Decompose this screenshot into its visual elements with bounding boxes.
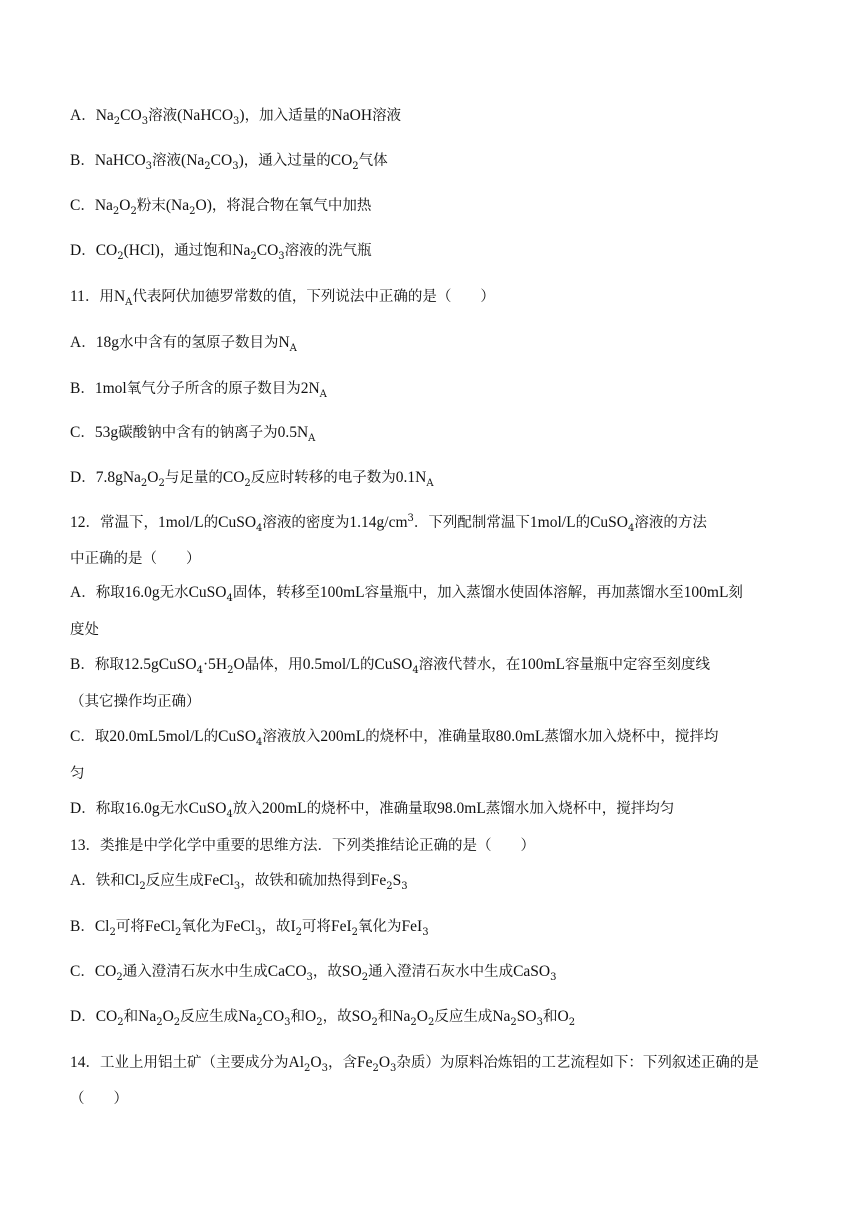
q12-option-b-cont: （其它操作均正确）	[70, 694, 201, 710]
q13-option-a: A．铁和$Cl_2$反应生成FeCl$_3$，故铁和硫加热得到$Fe_2S_3$	[70, 872, 408, 892]
q11-option-c: C．53g碳酸钠中含有的钠离子为$0.5N_A$	[70, 424, 316, 444]
q11-option-b: B．1mol氧气分子所含的原子数目为$2N_A$	[70, 380, 327, 400]
q10-option-b: B．NaHCO$_3$溶液$(Na_2CO_3)$，通入过量的$CO_2$气体	[70, 152, 388, 172]
q14-stem-cont: （ ）	[70, 1091, 128, 1107]
q13-option-b: B．$Cl_2$可将FeCl$_2$氧化为FeCl$_3$，故$I_2$可将FeI$_2$氧化为FeI$_3$	[70, 918, 429, 938]
q10-option-c: C．$Na_2O_2$粉末$(Na_2O)$，将混合物在氧气中加热	[70, 197, 372, 217]
q11-stem: 11．用$N_A$代表阿伏加德罗常数的值，下列说法中正确的是（ ）	[70, 288, 495, 308]
q13-option-c: C．$CO_2$通入澄清石灰水中生成CaCO$_3$，故$SO_2$通入澄清石灰水中生成CaSO$_3$	[70, 963, 557, 983]
q14-stem: 14．工业上用铝土矿（主要成分为$Al_2O_3$，含$Fe_2O_3$杂质）为原料冶炼铝的工艺流程如下：下列叙述正确的是	[70, 1054, 759, 1074]
q13-option-d: D．$CO_2$和$Na_2O_2$反应生成$Na_2CO_3$和$O_2$，故$SO_2$和$Na_2O_2$反应生成$Na_2SO_3$和$O_2$	[70, 1008, 576, 1028]
q11-option-d: D．$7.8gNa_2O_2$与足量的$CO_2$反应时转移的电子数为$0.1N_A$	[70, 469, 434, 489]
q12-option-a: A．称取16.0g无水CuSO$_4$固体，转移至100mL容量瓶中，加入蒸馏水使固体溶解，再加蒸馏水至100mL刻	[70, 584, 743, 604]
q12-option-d: D．称取16.0g无水CuSO$_4$放入200mL的烧杯中，准确量取98.0mL蒸馏水加入烧杯中，搅拌均匀	[70, 800, 675, 820]
q10-option-a: A．$Na_2CO_3$溶液(NaHCO$_3$)，加入适量的NaOH溶液	[70, 107, 402, 127]
q12-option-b: B．称取$12.5gCuSO_4\cdot 5H_2O$晶体，用0.5mol/L的CuSO$_4$溶液代替水，在100mL容量瓶中定容至刻度线	[70, 656, 711, 676]
q10-option-d: D．$CO_2(HCl)$，通过饱和$Na_2CO_3$溶液的洗气瓶	[70, 242, 372, 262]
q11-option-a: A．18g水中含有的氢原子数目为$N_A$	[70, 334, 297, 354]
q13-stem: 13．类推是中学化学中重要的思维方法．下列类推结论正确的是（ ）	[70, 837, 535, 854]
q12-option-c: C．取20.0mL5mol/L的CuSO$_4$溶液放入200mL的烧杯中，准确量取80.0mL蒸馏水加入烧杯中，搅拌均	[70, 728, 719, 748]
q12-option-a-cont: 度处	[70, 622, 99, 638]
q12-option-c-cont: 匀	[70, 766, 85, 782]
q12-stem: 12．常温下，1mol/L的CuSO$_4$溶液的密度为$1.14g/cm^3$．下列配制常温下1mol/L的CuSO$_4$溶液的方法	[70, 513, 707, 534]
q12-stem-cont: 中正确的是（ ）	[70, 551, 201, 567]
